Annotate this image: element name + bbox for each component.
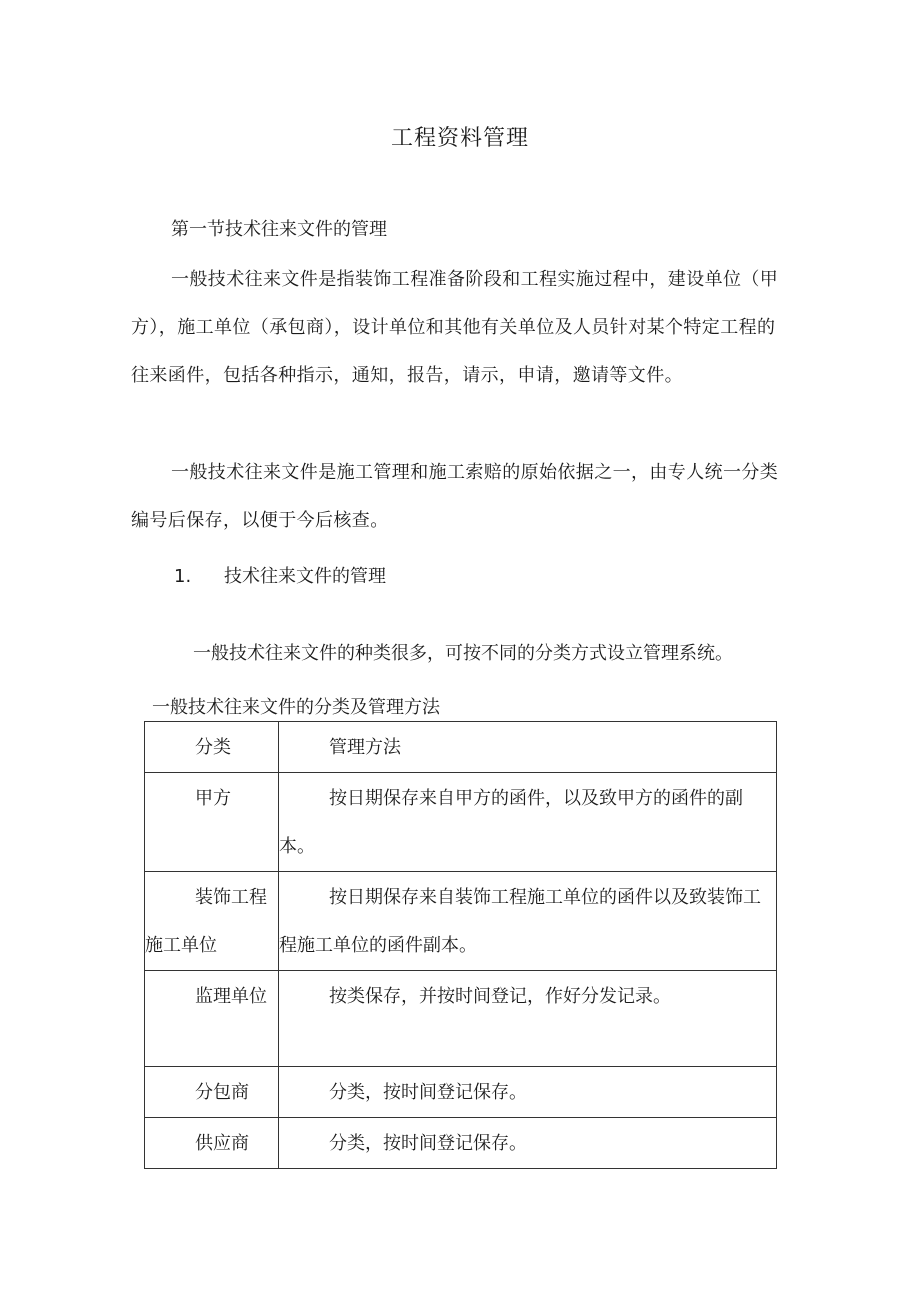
table-row <box>145 1067 777 1118</box>
table-row <box>145 971 777 1067</box>
row-category: 监理单位 <box>195 986 267 1007</box>
body-paragraph: 一般技术往来文件是施工管理和施工索赔的原始依据之一，由专人统一分类编号后保存，以便于今后核查。 <box>131 462 779 531</box>
row-method: 按日期保存来自装饰工程施工单位的函件以及致装饰工程施工单位的函件副本。 <box>279 887 761 956</box>
table-header-row <box>145 722 777 773</box>
row-method: 按日期保存来自甲方的函件，以及致甲方的函件的副本。 <box>279 788 743 857</box>
method-cell <box>279 1118 777 1169</box>
method-cell <box>279 773 777 872</box>
page-title: 工程资料管理 <box>390 126 529 151</box>
category-cell <box>145 1118 279 1169</box>
category-cell <box>145 773 279 872</box>
body-paragraph: 一般技术往来文件是指装饰工程准备阶段和工程实施过程中，建设单位（甲方），施工单位（承包商），设计单位和其他有关单位及人员针对某个特定工程的往来函件，包括各种指示，通知，报告，请示，申请，邀请等文件。 <box>131 269 779 386</box>
management-table <box>144 721 777 1169</box>
row-category: 供应商 <box>195 1133 249 1154</box>
row-category: 分包商 <box>195 1082 249 1103</box>
category-cell <box>145 971 279 1067</box>
section-heading: 第一节技术往来文件的管理 <box>171 219 387 240</box>
table-row <box>145 1118 777 1169</box>
method-cell <box>279 971 777 1067</box>
header-cell <box>279 722 777 773</box>
header-cell <box>145 722 279 773</box>
table-row <box>145 872 777 971</box>
category-cell <box>145 872 279 971</box>
row-method: 分类，按时间登记保存。 <box>329 1133 527 1154</box>
method-cell <box>279 1067 777 1118</box>
table-row <box>145 773 777 872</box>
table-caption: 一般技术往来文件的分类及管理方法 <box>152 697 440 718</box>
row-category: 装饰工程施工单位 <box>145 887 267 956</box>
row-method: 按类保存，并按时间登记，作好分发记录。 <box>329 986 671 1007</box>
category-cell <box>145 1067 279 1118</box>
row-category: 甲方 <box>195 788 231 809</box>
item-number: 1. <box>174 566 192 587</box>
item-heading-text: 技术往来文件的管理 <box>224 566 386 587</box>
numbered-heading <box>174 555 386 599</box>
method-cell <box>279 872 777 971</box>
header-method: 管理方法 <box>329 737 401 758</box>
header-category: 分类 <box>195 737 231 758</box>
row-method: 分类，按时间登记保存。 <box>329 1082 527 1103</box>
intro-paragraph: 一般技术往来文件的种类很多，可按不同的分类方式设立管理系统。 <box>193 643 733 664</box>
